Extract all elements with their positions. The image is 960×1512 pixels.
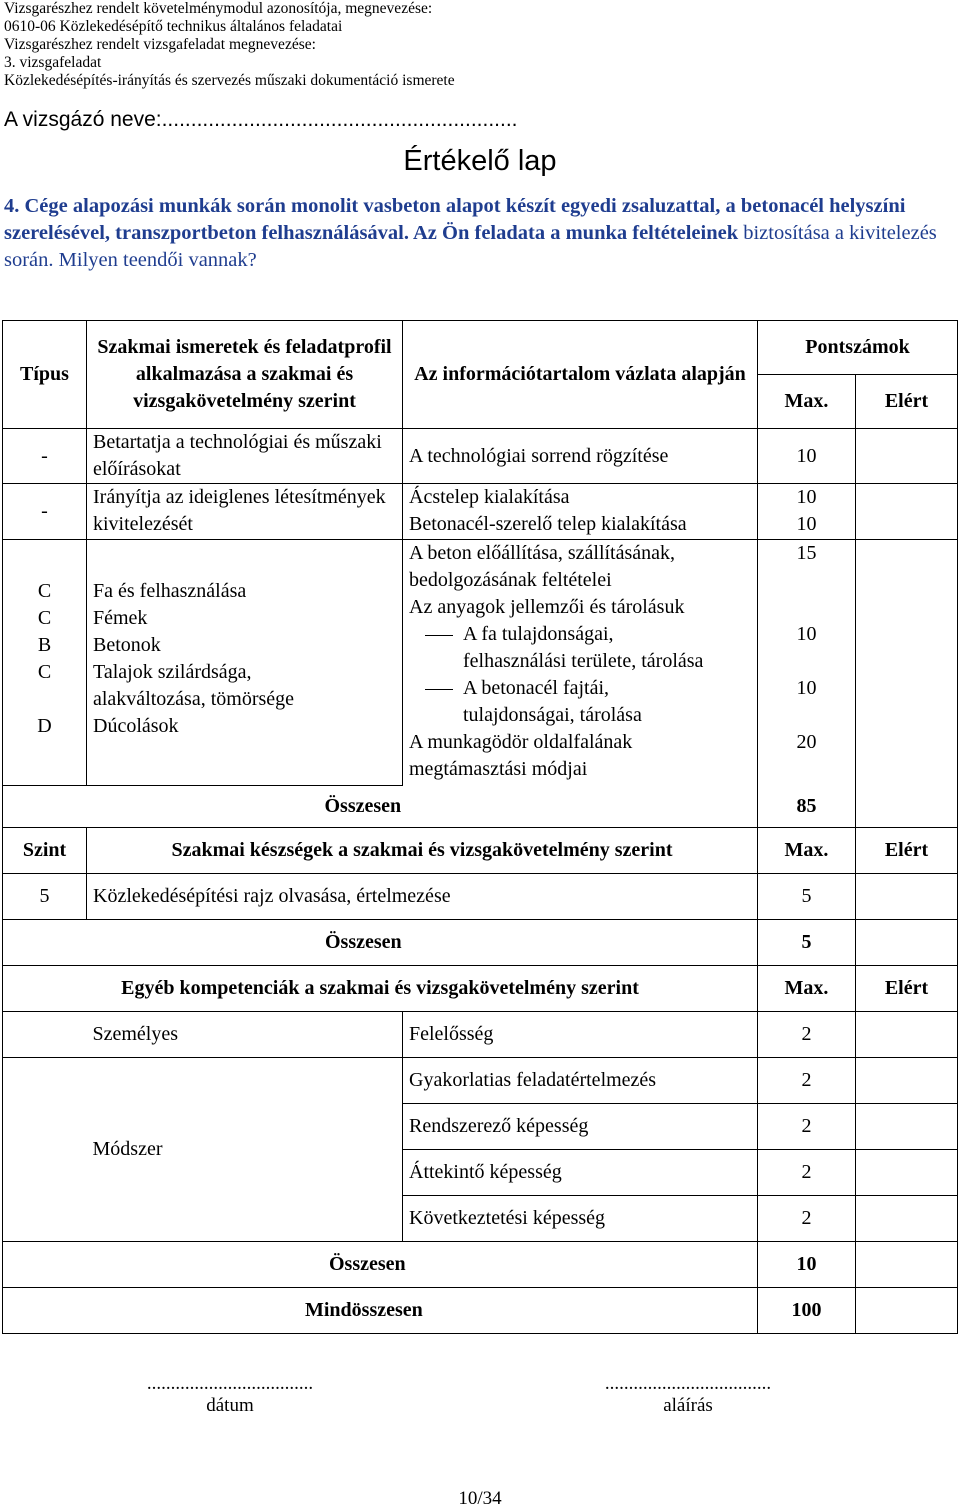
method-achieved-cell[interactable] (856, 1150, 958, 1196)
method-max: 2 (758, 1058, 856, 1104)
outline-line: A beton előállítása, szállításának, (409, 542, 676, 564)
document-header (4, 0, 455, 90)
row-type: - (3, 484, 87, 540)
row-outline: A technológiai sorrend rögzítése (403, 429, 758, 484)
row-type: - (3, 429, 87, 484)
max-value: 10 (796, 513, 817, 535)
personal-label: Személyes (87, 1012, 403, 1058)
method-item: Rendszerező képesség (403, 1104, 758, 1150)
evaluation-table (2, 320, 958, 1334)
row-type (3, 540, 87, 786)
personal-achieved-cell[interactable] (856, 1012, 958, 1058)
method-item: Áttekintő képesség (403, 1150, 758, 1196)
row-knowledge: Irányítja az ideiglenes létesítmények kivitelezését (87, 484, 403, 540)
task-description (4, 193, 954, 274)
max-value: 20 (796, 731, 817, 753)
page-number: 10/34 (458, 1488, 502, 1509)
outline-line: bedolgozásának feltételei (409, 569, 612, 591)
type-letter: D (37, 715, 52, 737)
row-achieved-cell[interactable] (856, 484, 958, 540)
max-value: 10 (796, 623, 817, 645)
examinee-name-field[interactable]: A vizsgázó neve:............................................................. (4, 108, 518, 131)
sum-label-text: Összesen (324, 794, 402, 817)
skill-level: 5 (3, 874, 87, 920)
outline-line (409, 621, 751, 648)
header-max: Max. (758, 375, 856, 429)
header-points: Pontszámok (758, 321, 958, 375)
knowledge-line: Dúcolások (93, 715, 179, 737)
skills-max-header: Max. (758, 828, 856, 874)
row-knowledge (87, 540, 403, 786)
sum-label-text: Összesen (329, 1253, 406, 1275)
outline-line: A munkagödör oldalfalának (409, 731, 633, 753)
type-letter: C (37, 607, 52, 629)
sum-label (3, 1242, 758, 1288)
row-max: 10 (758, 429, 856, 484)
skills-header: Szakmai készségek a szakmai és vizsgakövetelmény szerint (87, 828, 758, 874)
method-max: 2 (758, 1150, 856, 1196)
sign-label: aláírás (663, 1395, 713, 1416)
method-achieved-cell[interactable] (856, 1104, 958, 1150)
header-line: Közlekedésépítés-irányítás és szervezés műszaki dokumentáció ismerete (4, 72, 455, 89)
sum-value: 85 (758, 786, 856, 828)
sum-label-text: Összesen (325, 931, 402, 953)
row-max (758, 484, 856, 540)
skill-text: Közlekedésépítési rajz olvasása, értelmezése (87, 874, 758, 920)
dash-bullet (425, 689, 453, 690)
personal-max: 2 (758, 1012, 856, 1058)
outline-line: megtámasztási módjai (409, 758, 588, 780)
row-knowledge: Betartatja a technológiai és műszaki előírásokat (87, 429, 403, 484)
header-line: 0610-06 Közlekedésépítő technikus általános feladatai (4, 18, 343, 35)
skill-max: 5 (758, 874, 856, 920)
row-max (758, 540, 856, 786)
method-label: Módszer (87, 1058, 403, 1242)
task-text-bold: 4. Cége alapozási munkák során monolit vasbeton alapot készít egyedi zsaluzattal, a betonacél helyszíni szerelésével, transzportbeton felhasználásával. Az Ön feladata a munka feltételeinek (4, 195, 906, 244)
date-label: dátum (206, 1395, 254, 1416)
sum-achieved-cell[interactable] (856, 1242, 958, 1288)
date-dots[interactable]: ................................... (146, 1373, 314, 1394)
grand-total-text: Mindösszesen (305, 1299, 423, 1321)
type-letter: B (37, 634, 52, 656)
type-letter: C (37, 580, 52, 602)
skills-level-header: Szint (3, 828, 87, 874)
method-max: 2 (758, 1196, 856, 1242)
knowledge-line: Fémek (93, 607, 148, 629)
grand-total-achieved-cell[interactable] (856, 1288, 958, 1334)
header-achieved: Elért (856, 375, 958, 429)
max-value: 15 (796, 542, 817, 564)
max-value: 10 (796, 677, 817, 699)
personal-item: Felelősség (403, 1012, 758, 1058)
sign-dots[interactable]: ................................... (604, 1373, 772, 1394)
knowledge-line: alakváltozása, tömörsége (93, 688, 295, 710)
sum-label (324, 786, 758, 828)
outline-line: Betonacél-szerelő telep kialakítása (409, 513, 687, 535)
knowledge-line: Talajok szilárdsága, (93, 661, 252, 683)
header-outline: Az információtartalom vázlata alapján (403, 321, 758, 429)
sum-achieved-cell[interactable] (856, 786, 958, 828)
type-letter: C (37, 661, 52, 683)
grand-total-value: 100 (758, 1288, 856, 1334)
row-achieved-cell[interactable] (856, 540, 958, 786)
header-line: Vizsgarészhez rendelt vizsgafeladat megnevezése: (4, 36, 316, 53)
other-achieved-header: Elért (856, 966, 958, 1012)
method-max: 2 (758, 1104, 856, 1150)
max-value: 10 (796, 486, 817, 508)
outline-text: A fa tulajdonságai, (463, 623, 614, 645)
sum-value: 5 (758, 920, 856, 966)
task-text-plain: biztosítása a kivitelezés során. Milyen teendői vannak? (4, 222, 937, 271)
outline-line: felhasználási területe, tárolása (463, 650, 704, 672)
sum-value: 10 (758, 1242, 856, 1288)
method-achieved-cell[interactable] (856, 1196, 958, 1242)
outline-line (409, 675, 751, 702)
outline-text: A betonacél fajtái, (463, 677, 610, 699)
method-item: Gyakorlatias feladatértelmezés (403, 1058, 758, 1104)
dash-bullet (425, 635, 453, 636)
other-header: Egyéb kompetenciák a szakmai és vizsgakövetelmény szerint (3, 966, 758, 1012)
row-achieved-cell[interactable] (856, 429, 958, 484)
skills-achieved-header: Elért (856, 828, 958, 874)
outline-line: Az anyagok jellemzői és tárolásuk (409, 596, 685, 618)
sign-signature-block (548, 1373, 828, 1417)
row-outline (403, 540, 758, 786)
header-type: Típus (3, 321, 87, 429)
skill-achieved-cell[interactable] (856, 874, 958, 920)
method-item: Következtetési képesség (403, 1196, 758, 1242)
header-knowledge: Szakmai ismeretek és feladatprofil alkalmazása a szakmai és vizsgakövetelmény szerint (87, 321, 403, 429)
sum-label (3, 920, 758, 966)
other-max-header: Max. (758, 966, 856, 1012)
row-outline (403, 484, 758, 540)
header-line: 3. vizsgafeladat (4, 54, 102, 71)
header-line: Vizsgarészhez rendelt követelménymodul azonosítója, megnevezése: (4, 0, 433, 17)
page-title: Értékelő lap (403, 145, 557, 177)
method-achieved-cell[interactable] (856, 1058, 958, 1104)
date-signature-block (90, 1373, 370, 1417)
knowledge-line: Betonok (93, 634, 161, 656)
knowledge-line: Fa és felhasználása (93, 580, 247, 602)
sum-achieved-cell[interactable] (856, 920, 958, 966)
grand-total-label (3, 1288, 758, 1334)
outline-line: tulajdonságai, tárolása (463, 704, 642, 726)
outline-line: Ácstelep kialakítása (409, 486, 570, 508)
